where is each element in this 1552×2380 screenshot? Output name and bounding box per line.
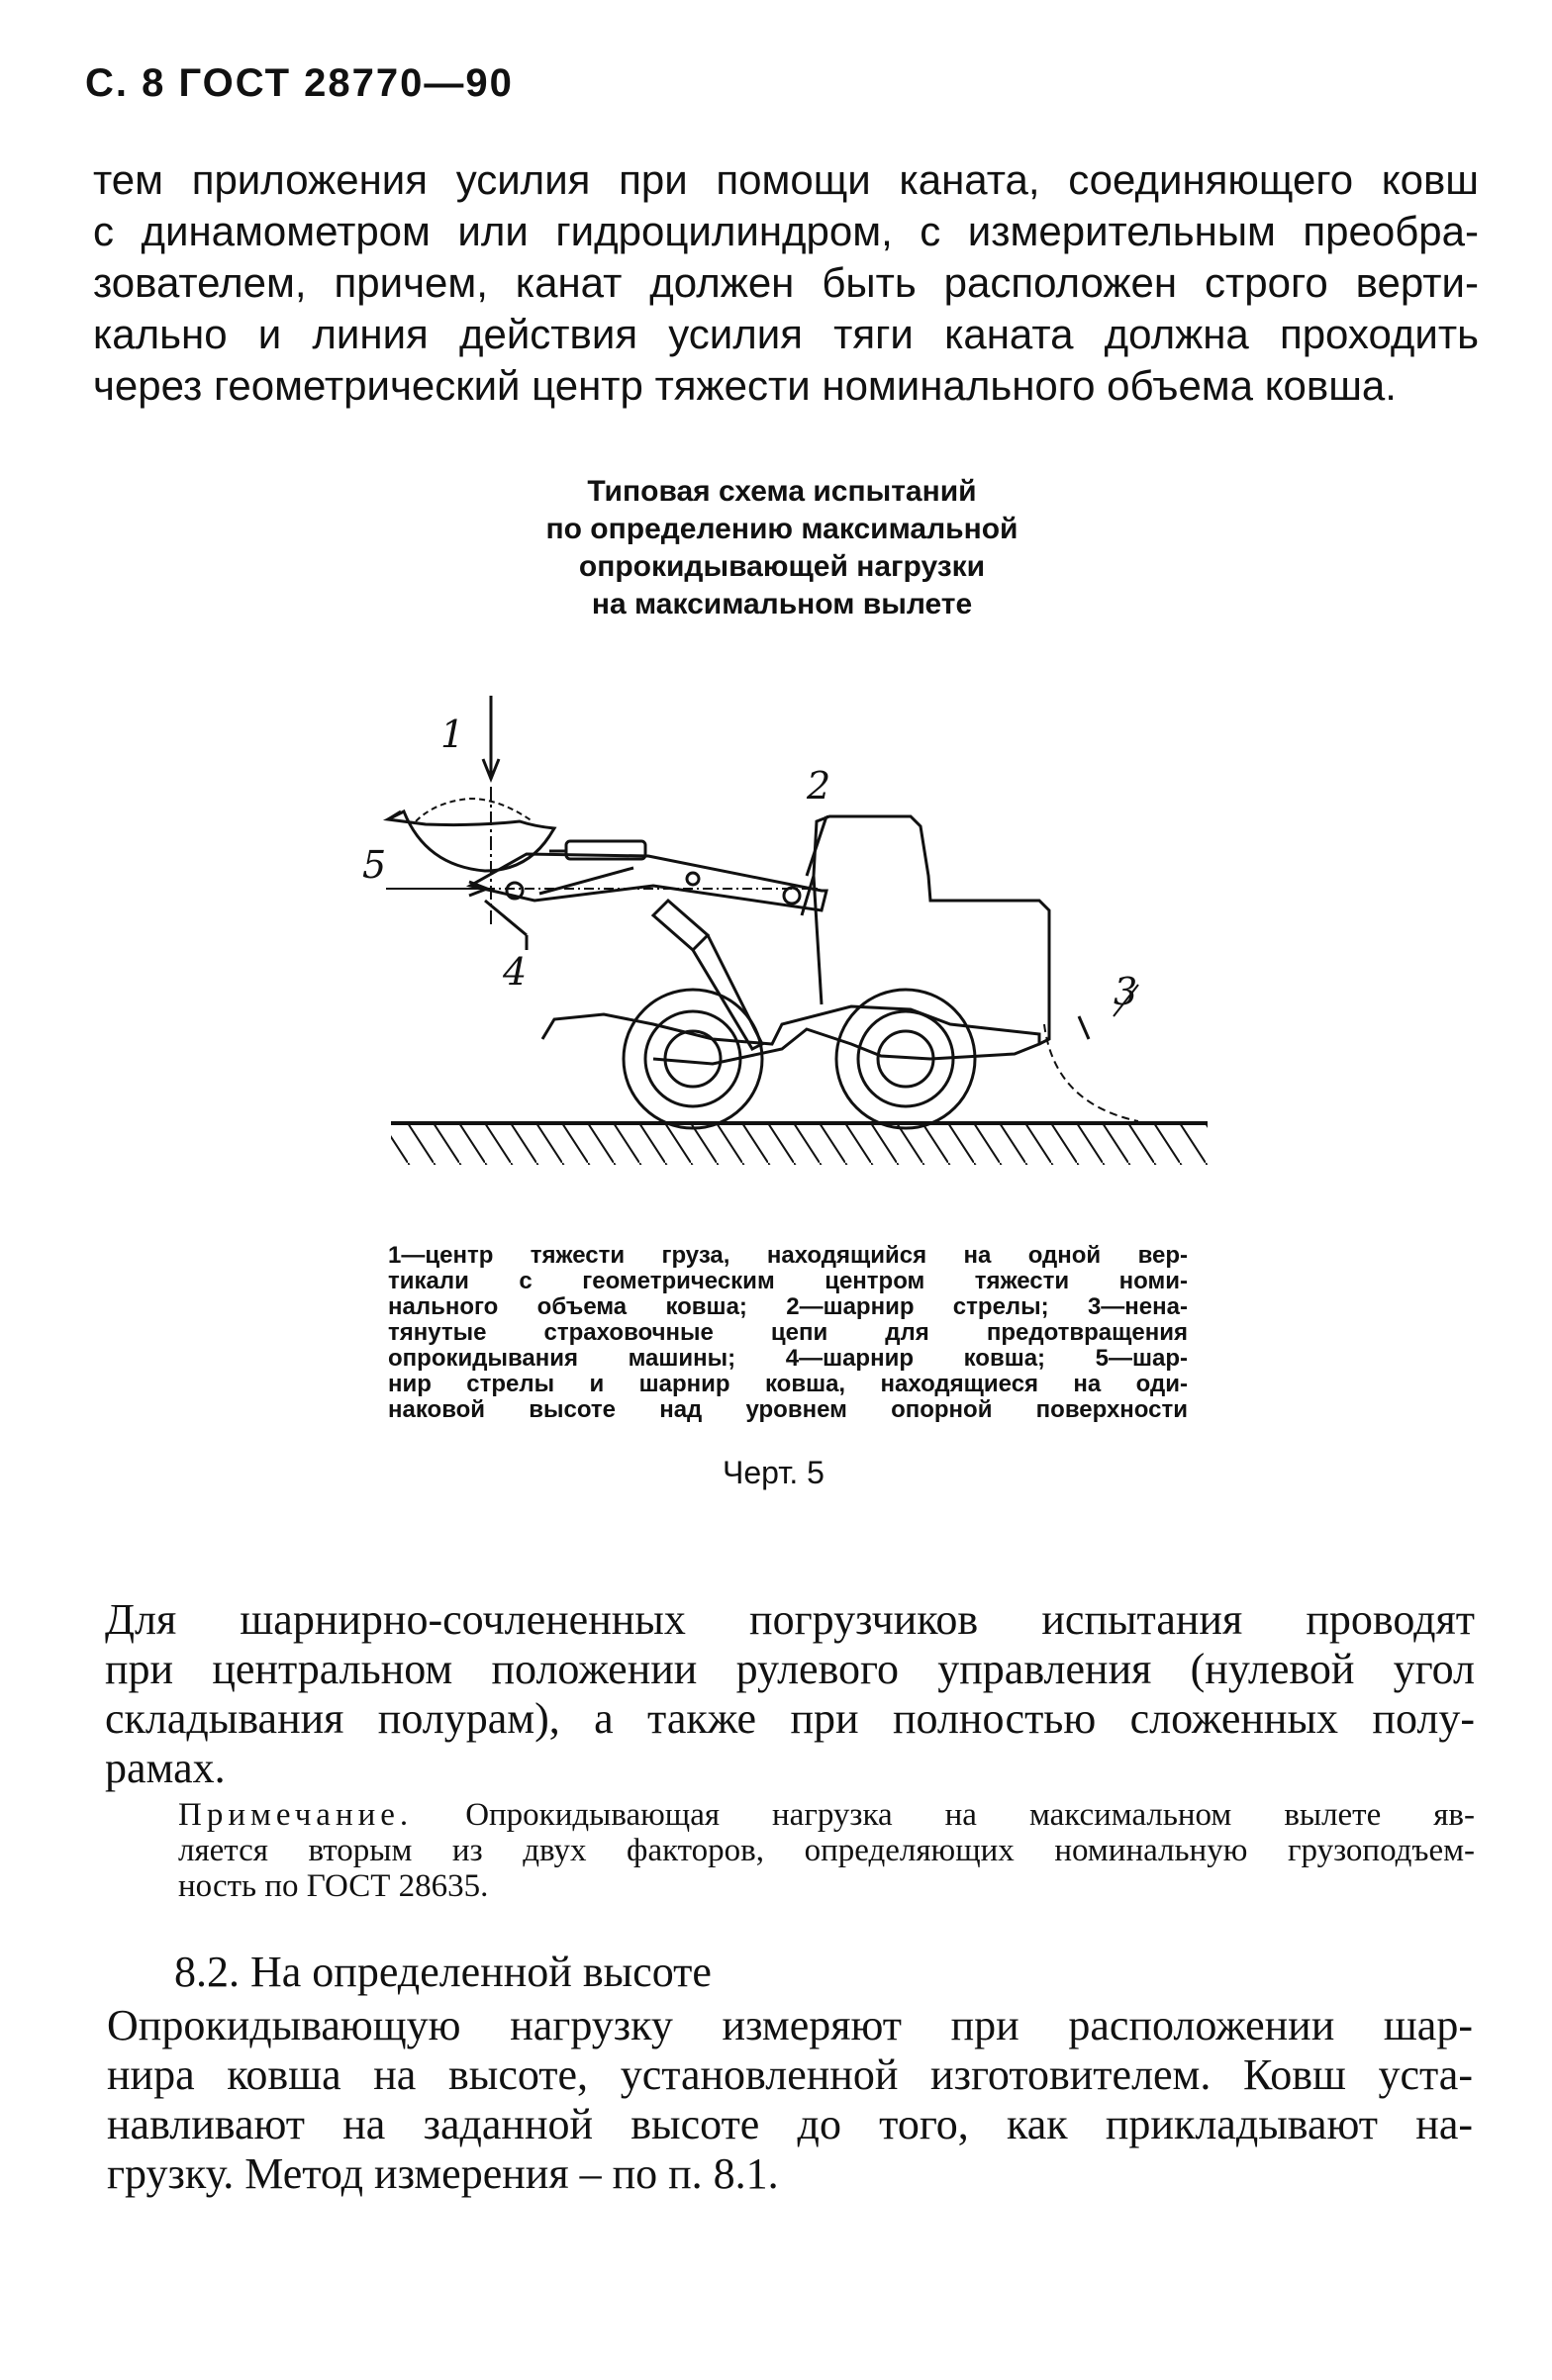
label-5: 5: [362, 843, 387, 887]
figure-title: [396, 473, 1168, 623]
figure-title-line: Типовая схема испытаний: [587, 475, 977, 508]
caption-line: нир стрелы и шарнир ковша, находящиеся на оди-: [388, 1371, 1188, 1397]
ground-hatch: [391, 1125, 1208, 1165]
figure-title-line: опрокидывающей нагрузки: [578, 550, 986, 583]
intro-paragraph: [93, 154, 1479, 412]
label-4: 4: [503, 950, 528, 994]
paragraph-line: при центральном положении рулевого управления (нулевой угол: [105, 1645, 1475, 1693]
intro-line: зователем, причем, канат должен быть расположен строго верти-: [93, 259, 1479, 306]
chassis: [542, 1006, 1039, 1064]
note-line: [178, 1797, 1475, 1833]
paragraph-line: складывания полурам), а также при полностью сложенных полу-: [105, 1694, 1475, 1743]
note-line: ляется вторым из двух факторов, определяющих номинальную грузоподъем-: [178, 1833, 1475, 1868]
figure-title-line: по определению максимальной: [545, 513, 1018, 545]
paragraph-line: Для шарнирно-сочлененных погрузчиков испытания проводят: [105, 1595, 1475, 1644]
paragraph-articulated-loaders: [105, 1595, 1475, 1793]
label-1: 1: [440, 713, 465, 756]
boom-cylinder: [653, 901, 708, 950]
note-block: [178, 1797, 1475, 1904]
intro-line: тем приложения усилия при помощи каната, соединяющего ковш: [93, 156, 1479, 203]
caption-line: нального объема ковша; 2—шарнир стрелы; 3—нена-: [388, 1293, 1188, 1320]
loader-test-diagram: [356, 688, 1227, 1202]
section-heading-8-2: 8.2. На определенной высоте: [174, 1948, 712, 1996]
caption-line: опрокидывания машины; 4—шарнир ковша; 5—шар-: [388, 1345, 1188, 1372]
paragraph-line: грузку. Метод измерения – по п. 8.1.: [107, 2149, 779, 2198]
boom-hinge: [784, 888, 800, 904]
label-3: 3: [1114, 970, 1138, 1013]
paragraph-line: нира ковша на высоте, установленной изготовителем. Ковш уста-: [107, 2050, 1473, 2099]
page-header: С. 8 ГОСТ 28770—90: [85, 61, 514, 105]
figure-caption: [388, 1243, 1188, 1423]
paragraph-line: навливают на заданной высоте до того, как прикладывают на-: [107, 2100, 1473, 2148]
caption-line: наковой высоте над уровнем опорной поверхности: [388, 1396, 1188, 1423]
label-2: 2: [807, 764, 831, 808]
note-label: Примечание.: [178, 1797, 414, 1833]
figure-title-line: на максимальном вылете: [591, 588, 973, 620]
caption-line: тянутые страховочные цепи для предотвращения: [388, 1319, 1188, 1346]
paragraph-line: Опрокидывающую нагрузку измеряют при расположении шар-: [107, 2001, 1473, 2049]
section-8-2-paragraph: [107, 2001, 1473, 2199]
load-contour: [416, 799, 533, 821]
note-text: Опрокидывающая нагрузка на максимальном вылете яв-: [465, 1797, 1476, 1833]
intro-line: с динамометром или гидроцилиндром, с измерительным преобра-: [93, 208, 1479, 254]
intro-line: кально и линия действия усилия тяги каната должна проходить: [93, 311, 1479, 357]
figure-number: Черт. 5: [723, 1455, 824, 1490]
intro-line: через геометрический центр тяжести номинального объема ковша.: [93, 362, 1397, 409]
paragraph-line: рамах.: [105, 1744, 226, 1792]
safety-chain: [1044, 1024, 1138, 1121]
caption-line: 1—центр тяжести груза, находящийся на одной вер-: [388, 1242, 1188, 1269]
caption-line: тикали с геометрическим центром тяжести номи-: [388, 1268, 1188, 1294]
note-line: ность по ГОСТ 28635.: [178, 1868, 489, 1904]
